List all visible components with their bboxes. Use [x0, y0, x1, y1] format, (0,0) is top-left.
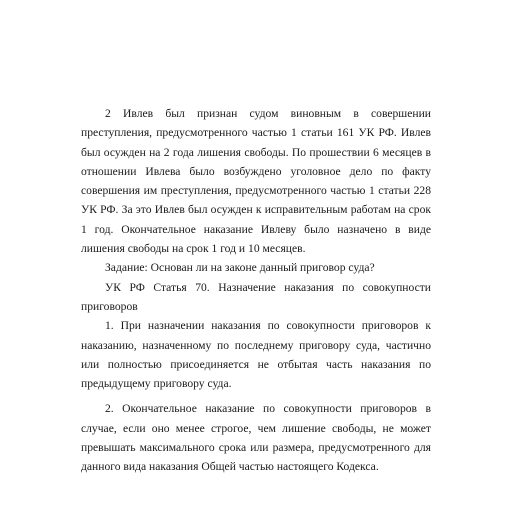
article-heading: УК РФ Статья 70. Назначение наказания по совокупности приговоров	[81, 280, 431, 313]
case-paragraph: 2 Ивлев был признан судом виновным в совершении преступления, предусмотренного частью 1 статьи 161 УК РФ. Ивлев был осужден на 2 года лишения свободы. По прошествии 6 месяцев в отношении Ивлева было возбуждено уголовное дело по факту совершения им преступления, предусмотренного частью 1 статьи 228 УК РФ. За это Ивлев был осужден к исправительным работам на срок 1 год. Окончательное наказание Ивлеву было назначено в виде лишения свободы на срок 1 год и 10 месяцев.	[81, 107, 431, 256]
task-question: Задание: Основан ли на законе данный приговор суда?	[105, 261, 375, 275]
article-clause-2: 2. Окончательное наказание по совокупности приговоров в случае, если оно менее строгое, чем лишение свободы, не может превышать максимального срока или размера, предусмотренного для данного вида наказания Общей частью настоящего Кодекса.	[81, 402, 431, 474]
document-body	[81, 104, 431, 477]
article-clause-1: 1. При назначении наказания по совокупности приговоров к наказанию, назначенному по последнему приговору суда, частично или полностью присоединяется не отбытая часть наказания по предыдущему приговору суда.	[81, 319, 431, 391]
